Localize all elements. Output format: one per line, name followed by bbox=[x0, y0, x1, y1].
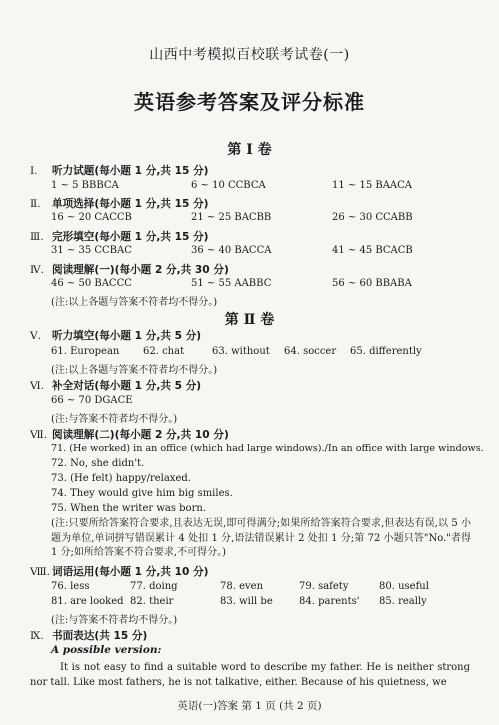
page-footer: 英语(一)答案 第 1 页 (共 2 页) bbox=[177, 700, 322, 712]
answer-item: 85. really bbox=[379, 596, 427, 607]
section-9-heading bbox=[30, 628, 147, 643]
exam-header: 山西中考模拟百校联考试卷(一) bbox=[149, 47, 350, 63]
answer-group: 1 ~ 5 BBBCA bbox=[51, 180, 119, 191]
answer-group: 26 ~ 30 CCABB bbox=[332, 212, 413, 223]
answer-group: 66 ~ 70 DGACE bbox=[51, 395, 133, 406]
answer-item: 80. useful bbox=[379, 581, 429, 592]
section-title: 补全对话(每小题 1 分,共 5 分) bbox=[52, 380, 202, 392]
page-title: 英语参考答案及评分标准 bbox=[134, 90, 365, 114]
answer-group: 46 ~ 50 BACCC bbox=[51, 278, 132, 289]
answer-group: 31 ~ 35 CCBAC bbox=[51, 245, 132, 256]
answer-line: 75. When the writer was born. bbox=[51, 503, 206, 514]
answer-item: 83. will be bbox=[220, 596, 273, 607]
section-title: 阅读理解(二)(每小题 2 分,共 10 分) bbox=[52, 429, 229, 441]
answer-item: 84. parents' bbox=[299, 596, 360, 607]
section-note: (注:以上各题与答案不符者均不得分。) bbox=[51, 365, 218, 376]
section-7-heading bbox=[30, 427, 229, 442]
section-4-heading bbox=[30, 262, 229, 277]
sample-version-label: A possible version: bbox=[51, 644, 162, 656]
section-title: 听力填空(每小题 1 分,共 5 分) bbox=[52, 330, 202, 342]
section-number: Ⅳ. bbox=[30, 264, 44, 276]
answer-item: 76. less bbox=[51, 581, 90, 592]
answer-item: 61. European bbox=[51, 346, 120, 357]
section-title: 听力试题(每小题 1 分,共 15 分) bbox=[52, 165, 209, 177]
answer-item: 81. are looked bbox=[51, 596, 124, 607]
answer-group: 41 ~ 45 BCACB bbox=[332, 245, 413, 256]
answer-item: 78. even bbox=[220, 581, 264, 592]
section-6-heading bbox=[30, 378, 201, 393]
answer-group: 21 ~ 25 BACBB bbox=[191, 212, 272, 223]
section-number: Ⅱ. bbox=[30, 198, 41, 210]
volume-1-heading: 第 Ⅰ 卷 bbox=[227, 142, 272, 158]
volume-2-heading: 第 Ⅱ 卷 bbox=[224, 312, 275, 328]
section-5-heading bbox=[30, 328, 201, 343]
answer-item: 63. without bbox=[212, 346, 270, 357]
section-title: 单项选择(每小题 1 分,共 15 分) bbox=[52, 198, 209, 210]
scoring-note: (注:只要所给答案符合要求,且表达无误,即可得满分;如果所给答案符合要求,但表达有误,以 5 小题为单位,单词拼写错误累计 4 处扣 1 分,语法错误累计 2 处扣 1 分;第 72 小题只答"No."者得 1 分;如所给答案不符合要求,不可得分。) bbox=[51, 518, 471, 558]
section-note: (注:与答案不符者均不得分。) bbox=[51, 414, 178, 425]
answer-line: 74. They would give him big smiles. bbox=[51, 488, 233, 499]
section-number: Ⅷ. bbox=[30, 566, 51, 578]
answer-line: 73. (He felt) happy/relaxed. bbox=[51, 473, 191, 484]
section-number: Ⅲ. bbox=[30, 231, 44, 243]
sample-essay: It is not easy to find a suitable word to describe my father. He is neither strong nor tall. Like most fathers, he is not talkative, either. Because of his quietness, we bbox=[30, 662, 470, 688]
section-number: Ⅵ. bbox=[30, 380, 45, 392]
answer-item: 64. soccer bbox=[284, 346, 337, 357]
answer-group: 16 ~ 20 CACCB bbox=[51, 212, 132, 223]
section-1-heading bbox=[30, 163, 209, 178]
answer-item: 82. their bbox=[130, 596, 174, 607]
answer-group: 6 ~ 10 CCBCA bbox=[191, 180, 266, 191]
answer-group: 51 ~ 55 AABBC bbox=[191, 278, 272, 289]
section-number: Ⅸ. bbox=[30, 630, 44, 642]
section-title: 书面表达(共 15 分) bbox=[52, 630, 148, 642]
answer-group: 11 ~ 15 BAACA bbox=[332, 180, 413, 191]
answer-item: 77. doing bbox=[130, 581, 178, 592]
section-note: (注:以上各题与答案不符者均不得分。) bbox=[51, 297, 218, 308]
answer-group: 36 ~ 40 BACCA bbox=[191, 245, 272, 256]
section-3-heading bbox=[30, 229, 209, 244]
answer-item: 65. differently bbox=[350, 346, 422, 357]
section-8-heading bbox=[30, 564, 209, 579]
section-2-heading bbox=[30, 196, 209, 211]
answer-item: 79. safety bbox=[299, 581, 349, 592]
section-number: Ⅰ. bbox=[30, 165, 38, 177]
section-title: 阅读理解(一)(每小题 2 分,共 30 分) bbox=[52, 264, 229, 276]
section-title: 完形填空(每小题 1 分,共 15 分) bbox=[52, 231, 209, 243]
section-title: 词语运用(每小题 1 分,共 10 分) bbox=[52, 566, 209, 578]
section-note: (注:与答案不符者均不得分。) bbox=[51, 615, 178, 626]
answer-line: 71. (He worked) in an office (which had large windows)./In an office with large windows. bbox=[51, 443, 484, 454]
answer-line: 72. No, she didn't. bbox=[51, 458, 145, 469]
section-number: Ⅶ. bbox=[30, 429, 48, 441]
section-number: Ⅴ. bbox=[30, 330, 42, 342]
answer-group: 56 ~ 60 BBABA bbox=[332, 278, 412, 289]
answer-item: 62. chat bbox=[143, 346, 185, 357]
